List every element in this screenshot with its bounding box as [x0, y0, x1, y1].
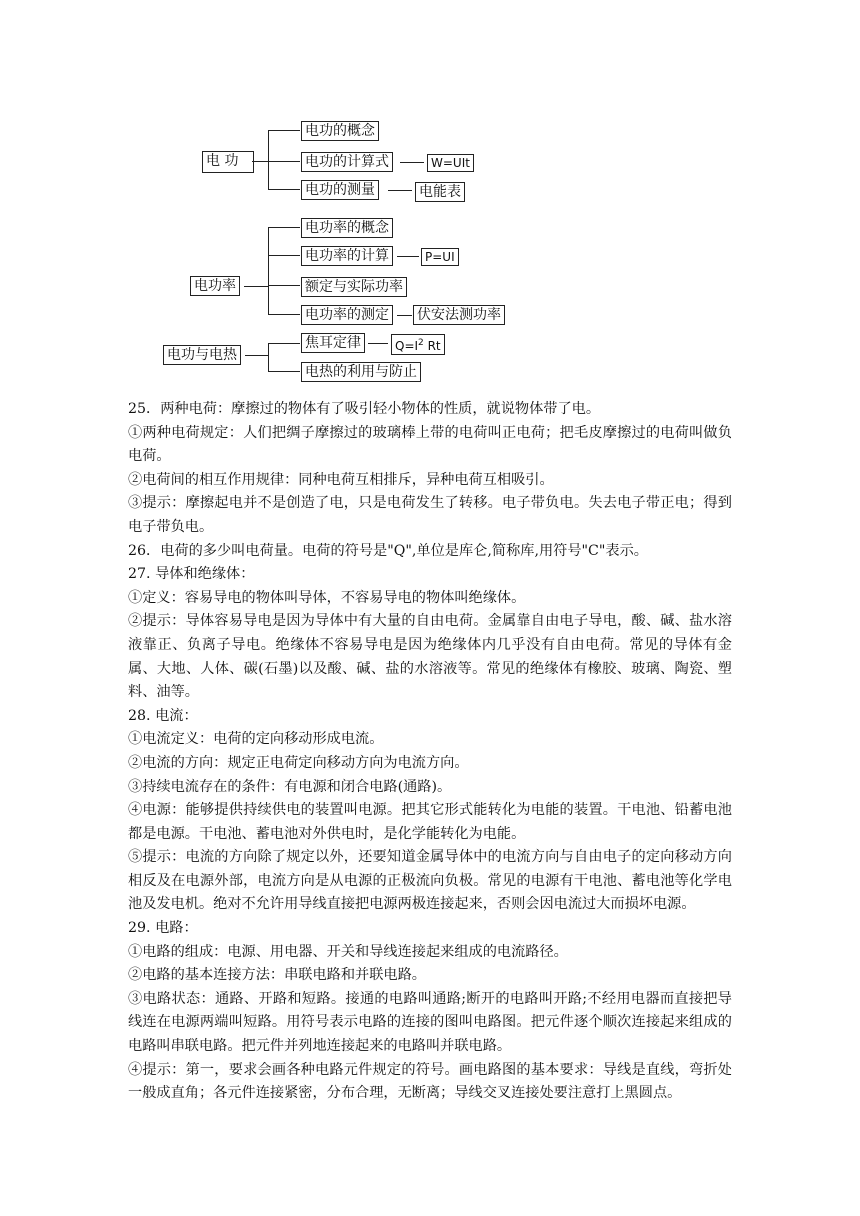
- connector: [388, 190, 412, 191]
- formula-q-suffix: Rt: [423, 339, 441, 353]
- paragraph: ①两种电荷规定：人们把绸子摩擦过的玻璃棒上带的电荷叫正电荷；把毛皮摩擦过的电荷叫做负电荷。: [128, 424, 732, 465]
- connector: [268, 130, 269, 190]
- formula-p-ui: P=UI: [421, 248, 459, 266]
- node-work-formula: 电功的计算式: [301, 152, 393, 172]
- paragraph: ⑤提示：电流的方向除了规定以外，还要知道金属导体中的电流方向与自由电子的定向移动方向相反及在电源外部，电流方向是从电源的正极流向负极。常见的电源有干电池、蓄电池等化学电池及发电机。绝对不允许用导线直接把电源两极连接起来，否则会因电流过大而损坏电源。: [128, 849, 732, 913]
- connector: [245, 355, 268, 356]
- paragraph: ③电路状态：通路、开路和短路。接通的电路叫通路;断开的电路叫开路;不经用电器而直接把导线连在电源两端叫短路。用符号表示电路的连接的图叫电路图。把元件逐个顺次连接起来组成的电路叫串联电路。把元件并列地连接起来的电路叫并联电路。: [128, 990, 732, 1055]
- paragraph: ③持续电流存在的条件：有电源和闭合电路(通路)。: [128, 778, 452, 795]
- connector: [268, 227, 269, 315]
- connector: [400, 162, 424, 163]
- body-text: [128, 398, 732, 1106]
- connector: [268, 227, 300, 228]
- paragraph: ③提示：摩擦起电并不是创造了电，只是电荷发生了转移。电子带负电。失去电子带正电；得到电子带负电。: [128, 495, 732, 535]
- paragraph: ②电荷间的相互作用规律：同种电荷互相排斥，异种电荷互相吸引。: [128, 471, 554, 488]
- formula-q-prefix: Q=I: [395, 339, 419, 353]
- paragraph: ①电路的组成：电源、用电器、开关和导线连接起来组成的电流路径。: [128, 943, 568, 960]
- connector: [268, 314, 300, 315]
- connector: [244, 286, 268, 287]
- connector: [252, 161, 268, 162]
- connector: [268, 343, 300, 344]
- connector: [268, 371, 300, 372]
- paragraph: 29. 电路：: [128, 920, 198, 937]
- connector: [268, 189, 300, 190]
- node-electric-work: 电 功: [202, 151, 254, 173]
- node-work-concept: 电功的概念: [301, 121, 379, 141]
- node-power-measure: 电功率的测定: [301, 305, 393, 325]
- node-joule-law: 焦耳定律: [301, 333, 365, 353]
- paragraph: 27. 导体和绝缘体：: [128, 566, 255, 583]
- connector: [268, 161, 300, 162]
- node-work-and-heat: 电功与电热: [163, 345, 241, 365]
- node-power-calc: 电功率的计算: [301, 246, 393, 266]
- paragraph: ②电流的方向：规定正电荷定向移动方向为电流方向。: [128, 754, 469, 771]
- paragraph: ④电源：能够提供持续供电的装置叫电源。把其它形式能转化为电能的装置。干电池、铅蓄电池都是电源。干电池、蓄电池对外供电时，是化学能转化为电能。: [128, 802, 732, 842]
- paragraph: ②电路的基本连接方法：串联电路和并联电路。: [128, 967, 426, 984]
- connector: [268, 343, 269, 371]
- connector: [397, 256, 419, 257]
- connector: [268, 285, 300, 286]
- paragraph: 25．两种电荷：摩擦过的物体有了吸引轻小物体的性质，就说物体带了电。: [128, 401, 601, 417]
- paragraph: ②提示：导体容易导电是因为导体中有大量的自由电荷。金属靠自由电子导电，酸、碱、盐水溶液靠正、负离子导电。绝缘体不容易导电是因为绝缘体内几乎没有自由电荷。常见的导体有金属、大地、人体、碳(石墨)以及酸、碱、盐的水溶液等。常见的绝缘体有橡胶、玻璃、陶瓷、塑料、油等。: [128, 613, 732, 701]
- connector: [268, 255, 300, 256]
- connector: [368, 343, 388, 344]
- node-rated-actual-power: 额定与实际功率: [301, 277, 407, 297]
- node-work-measure: 电功的测量: [301, 180, 379, 200]
- formula-w-uit: W=UIt: [427, 154, 474, 172]
- paragraph: ①定义：容易导电的物体叫导体，不容易导电的物体叫绝缘体。: [128, 589, 526, 606]
- node-electric-power: 电功率: [190, 276, 240, 296]
- node-power-concept: 电功率的概念: [301, 218, 393, 238]
- paragraph: 28. 电流：: [128, 707, 198, 724]
- node-voltammetry: 伏安法测功率: [413, 305, 505, 325]
- node-heat-use-prevention: 电热的利用与防止: [301, 362, 421, 382]
- formula-q-exponent: 2: [418, 338, 424, 348]
- node-energy-meter: 电能表: [415, 182, 465, 202]
- connector: [397, 315, 412, 316]
- knowledge-tree-diagram: [0, 0, 860, 400]
- paragraph: 26．电荷的多少叫电荷量。电荷的符号是"Q",单位是库仑,简称库,用符号"C"表示。: [128, 542, 648, 559]
- connector: [268, 130, 300, 131]
- formula-q-i2rt: [391, 334, 445, 355]
- paragraph: ①电流定义：电荷的定向移动形成电流。: [128, 731, 384, 748]
- paragraph: ④提示：第一，要求会画各种电路元件规定的符号。画电路图的基本要求：导线是直线，弯折处一般成直角；各元件连接紧密，分布合理，无断离；导线交叉连接处要注意打上黑圆点。: [128, 1061, 732, 1102]
